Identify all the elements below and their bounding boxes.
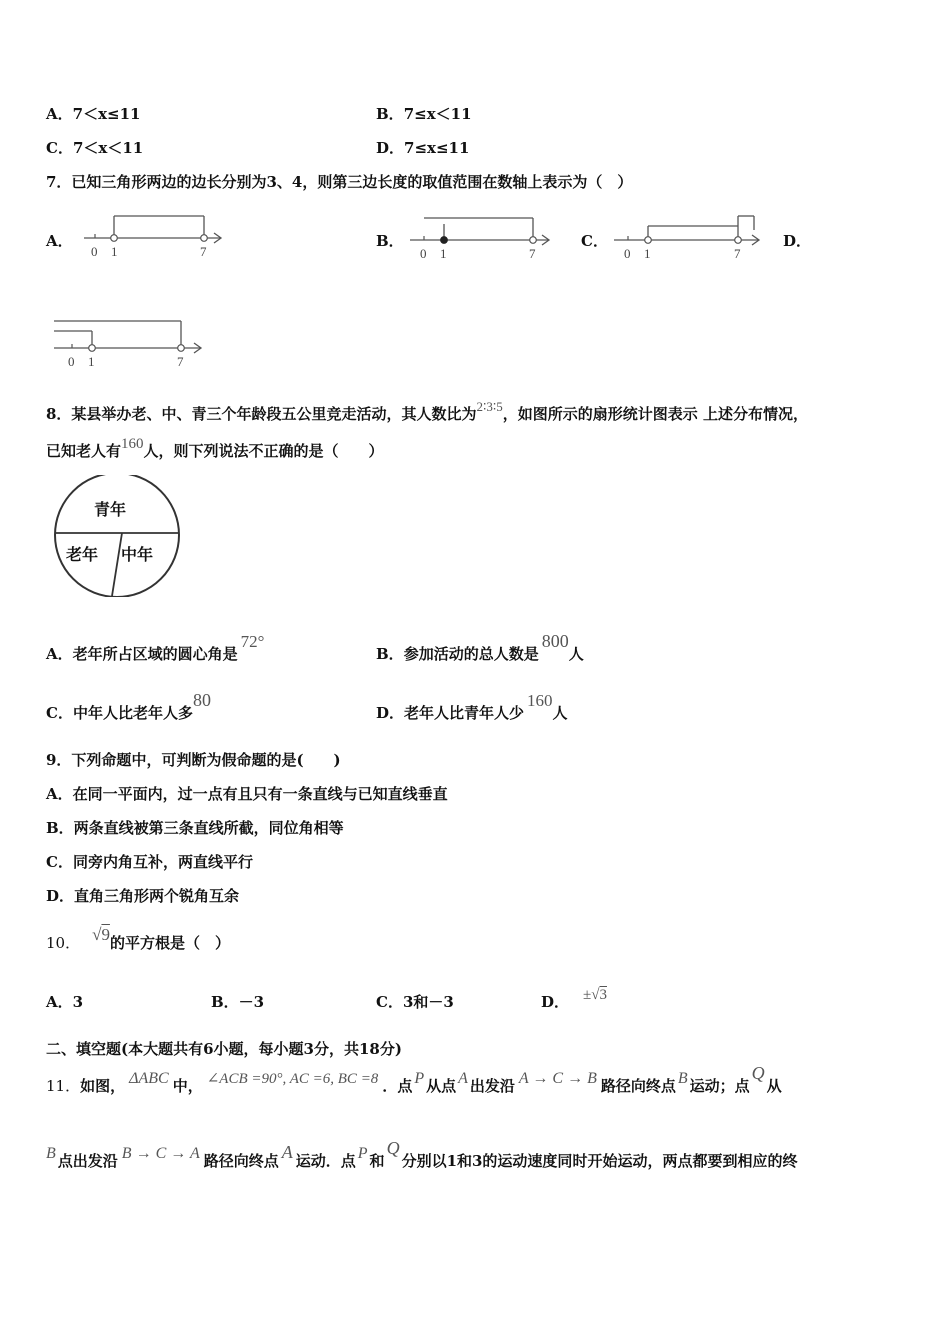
pie-label-middle: 中年 [121,545,154,564]
tick-7: 7 [200,244,207,259]
tick-0: 0 [91,244,98,259]
q10-option-d: D． ±√3 [541,987,607,1011]
q9-stem: 9．下列命题中，可判断为假命题的是( ) [46,751,341,769]
q7-number-line-b [408,210,558,260]
q7-number-line-a [80,210,230,260]
q8-stem-line1: 8．某县举办老、中、青三个年龄段五公里竞走活动，其人数比为2∶3∶5，如图所示的扇形统计图表示 上述分布情况， [46,399,808,423]
q8-option-b: B．参加活动的总人数是800人 [376,631,584,663]
pie-chart [50,475,186,597]
tick-1: 1 [111,244,118,259]
q10-stem: 10． √9的平方根是（ ） [46,925,230,952]
tick-1: 1 [440,246,447,260]
q9-option-c: C．同旁内角互补，两直线平行 [46,853,253,871]
q6-option-a: A．7＜x≤11 [46,105,141,123]
q9-option-a: A．在同一平面内，过一点有且只有一条直线与已知直线垂直 [46,785,448,803]
q11-line2: B 点出发沿 B → C → A 路径向终点 A 运动．点 P 和Q分别以1和3的运动速度同时开始运动，两点都要到相应的终 [46,1138,798,1170]
tick-0: 0 [420,246,427,260]
q10-option-a: A．3 [46,993,84,1011]
q8-count: 160 [121,436,144,452]
q7-option-d-label: D． [783,232,812,250]
q7-stem: 7．已知三角形两边的边长分别为3、4，则第三边长度的取值范围在数轴上表示为（ ） [46,173,633,191]
q8-stem-line2: 已知老人有160人，则下列说法不正确的是（ ） [46,436,384,460]
tick-0: 0 [624,246,631,260]
q8-option-d: D．老年人比青年人少160人 [376,691,568,722]
q7-number-line-d [50,315,210,370]
q7-number-line-c [612,210,762,260]
q7-option-c-label: C． [581,232,608,250]
tick-1: 1 [644,246,651,260]
pie-label-young: 青年 [94,500,127,519]
tick-7: 7 [529,246,536,260]
q6-option-b: B．7≤x＜11 [376,105,472,123]
q11-line1: 11．如图， ΔABC 中， ∠ACB =90°, AC =6, BC =8 ．点 P 从点 A 出发沿 A → C → B 路径向终点 B 运动；点Q从 [46,1063,782,1095]
q8-ratio: 2∶3∶5 [476,399,503,414]
q10-option-b: B．－3 [211,993,265,1011]
tick-7: 7 [734,246,741,260]
section-heading-fill-in: 二、填空题(本大题共有6小题，每小题3分，共18分) [46,1040,402,1058]
q8-option-c: C．中年人比老年人多80 [46,690,211,722]
sqrt-9: √9 [92,925,110,944]
q6-option-c: C．7＜x＜11 [46,139,144,157]
q10-option-c: C．3和－3 [376,993,454,1011]
q6-option-d: D．7≤x≤11 [376,139,470,157]
q8-option-a: A．老年所占区域的圆心角是72° [46,632,265,663]
q9-option-d: D．直角三角形两个锐角互余 [46,887,240,905]
tick-7: 7 [177,354,184,369]
pie-label-old: 老年 [66,545,99,564]
q7-option-a-label: A． [46,232,73,250]
q7-option-b-label: B． [376,232,404,250]
q9-option-b: B．两条直线被第三条直线所截，同位角相等 [46,819,344,837]
tick-0: 0 [68,354,75,369]
tick-1: 1 [88,354,95,369]
